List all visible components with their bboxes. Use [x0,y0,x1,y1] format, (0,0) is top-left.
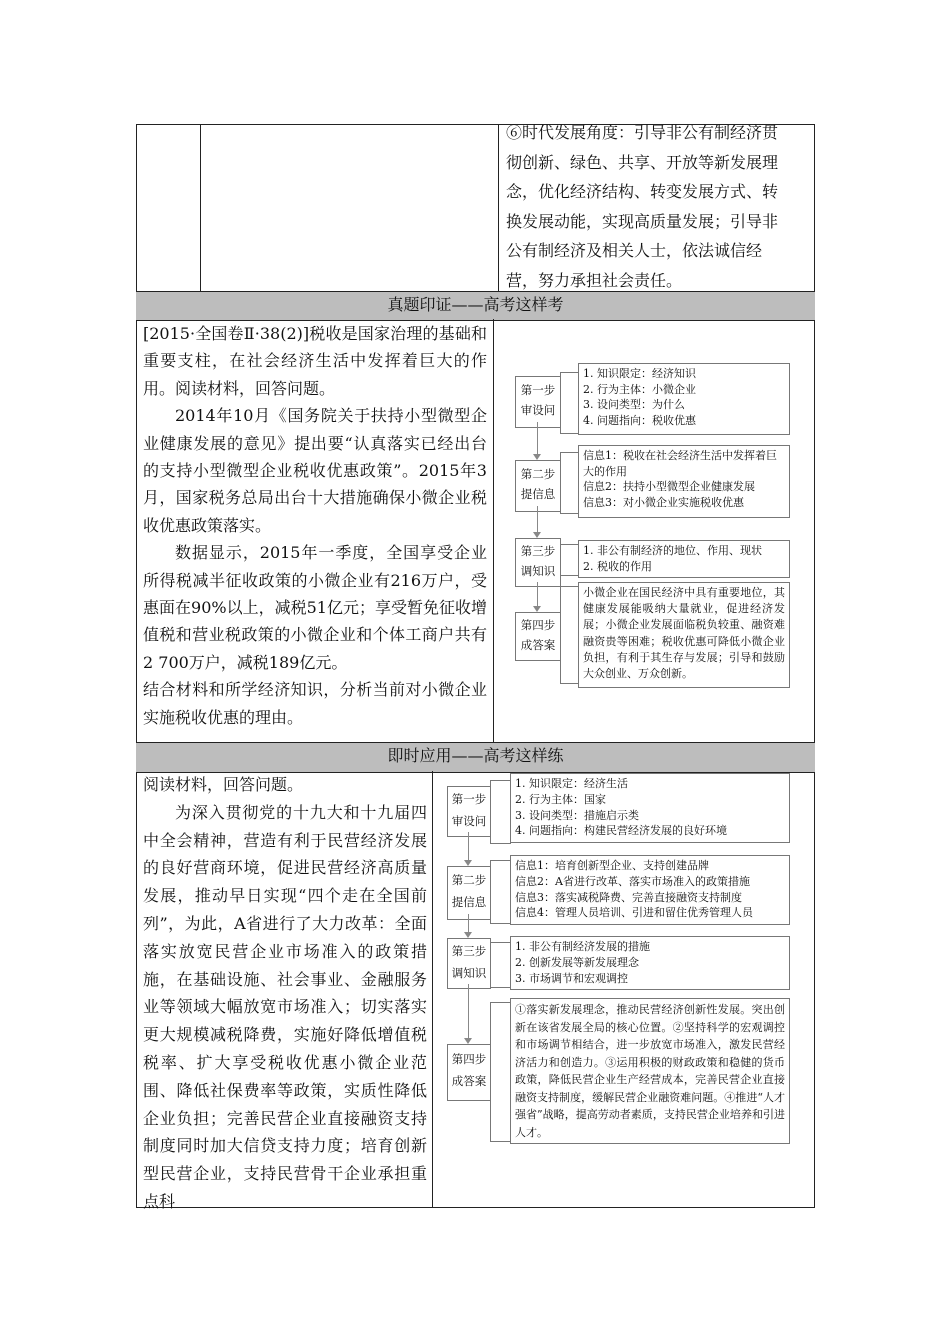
material-paragraph-2: 为深入贯彻党的十九大和十九届四中全会精神，营造有利于民营经济发展的良好营商环境，促进民营经济高质量发展，推动早日实现“四个走在全国前列”，为此，A省进行了大力改革：全面落实放宽民营企业市场准入的政策措施，在基础设施、社会事业、金融服务业等领域大幅放宽市场准入；切实落实更大规模减税降费，实施好降低增值税税率、扩大享受税收优惠小微企业范围、降低社保费率等政策，实质性降低企业负担；完善民营企业直接融资支持制度同时加大信贷支持力度；培育创新型民营企业，支持民营骨干企业承担重点科 [143,802,427,1211]
flow2-box-answer: ①落实新发展理念，推动民营经济创新性发展。突出创新在该省发展全局的核心位置。②坚持科学的宏观调控和市场调节相结合，进一步放宽市场准入，激发民营经济活力和创造力。③运用积极的财政政策和稳健的货币政策，降低民营企业生产经营成本，完善民营企业直接融资支持制度，缓解民营企业融资难问题。④推进“人才强省”战略，提高劳动者素质，支持民营企业培养和引进人才。 [510,998,790,1144]
top-line: 换发展动能，实现高质量发展；引导非 [506,211,779,231]
step-4: 第四步 成答案 [515,612,561,661]
flow1-box-info: 信息1：税收在社会经济生活中发挥着巨大的作用 信息2：扶持小型微型企业健康发展 信息3：对小微企业实施税收优惠 [578,445,790,518]
top-line: 营，努力承担社会责任。 [506,270,683,290]
step-2: 第二步 提信息 [515,460,561,512]
section1-text [143,320,487,731]
flow1-box-answer: 小微企业在国民经济中具有重要地位，其健康发展能吸纳大量就业，促进经济发展；小微企业发展面临税负较重、融资难融资贵等困难；税收优惠可降低小微企业负担，有利于其生存与发展；引导和鼓励大众创业、万众创新。 [578,582,790,688]
question-paragraph: 结合材料和所学经济知识，分析当前对小微企业实施税收优惠的理由。 [143,680,487,727]
flow2-box-analysis: 1. 知识限定：经济生活 2. 行为主体：国家 3. 设问类型：措施启示类 4. 问题指向：构建民营经济发展的良好环境 [510,773,790,843]
instruction-paragraph: 阅读材料，回答问题。 [143,775,304,794]
flow1-box-analysis: 1. 知识限定：经济知识 2. 行为主体：小微企业 3. 设问类型：为什么 4. 问题指向：税收优惠 [578,363,790,435]
question-source-paragraph: [2015·全国卷Ⅱ·38(2)]税收是国家治理的基础和重要支柱，在社会经济生活中发挥着巨大的作用。阅读材料，回答问题。 [143,324,487,398]
top-line: 彻创新、绿色、共享、开放等新发展理 [506,152,779,172]
flow2-box-info: 信息1：培育创新型企业、支持创建品牌 信息2：A省进行改革、落实市场准入的政策措施 信息3：落实减税降费、完善直接融资支持制度 信息4：管理人员培训、引进和留住优秀管理人员 [510,855,790,925]
material-paragraph: 2014年10月《国务院关于扶持小型微型企业健康发展的意见》提出要“认真落实已经出台的支持小型微型企业税收优惠政策”。2015年3月，国家税务总局出台十大措施确保小微企业税收优惠政策落实。 [143,406,487,535]
top-line: 公有制经济及相关人士，依法诚信经 [506,241,763,261]
step-2: 第二步 提信息 [447,866,491,920]
step-4: 第四步 成答案 [447,1044,491,1101]
flow2-box-knowledge: 1. 非公有制经济发展的措施 2. 创新发展等新发展理念 3. 市场调节和宏观调控 [510,936,790,990]
flow1-box-knowledge: 1. 非公有制经济的地位、作用、现状 2. 税收的作用 [578,540,790,578]
step-3: 第三步 调知识 [447,938,491,989]
data-paragraph: 数据显示，2015年一季度，全国享受企业所得税减半征收政策的小微企业有216万户，受惠面在90%以上，减税51亿元；享受暂免征收增值税和营业税政策的小微企业和个体工商户共有2 700万户，减税189亿元。 [143,543,487,672]
top-line: 念，优化经济结构、转变发展方式、转 [506,182,779,202]
top-line: ⑥时代发展角度：引导非公有制经济贯 [506,123,779,142]
section-header-jishi: 即时应用——高考这样练 [136,742,815,773]
step-1: 第一步 审设问 [447,786,491,837]
section2-text [143,771,427,1216]
step-3: 第三步 调知识 [515,538,561,587]
top-cell-text [506,118,810,296]
step-1: 第一步 审设问 [515,376,561,428]
section-header-zhenti: 真题印证——高考这样考 [136,291,815,321]
